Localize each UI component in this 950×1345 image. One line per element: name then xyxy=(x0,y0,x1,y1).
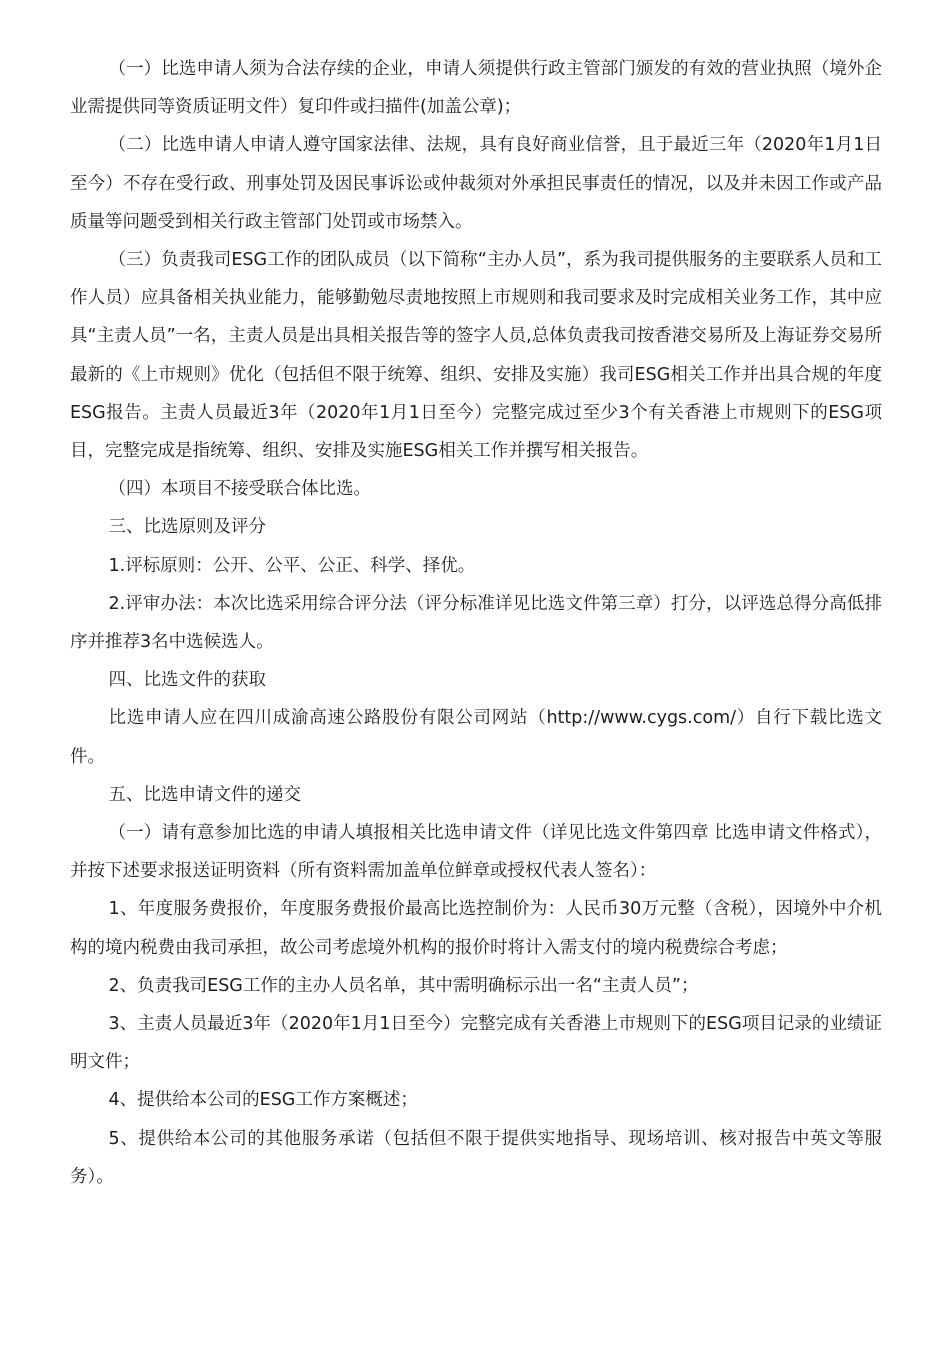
paragraph-evaluation-principle: 1.评标原则：公开、公平、公正、科学、择优。 xyxy=(108,555,476,576)
list-item-service-commitment: 5、提供给本公司的其他服务承诺（包括但不限于提供实地指导、现场培训、核对报告中英文等服务）。 xyxy=(70,1128,882,1187)
paragraph-qualification-3: （三）负责我司ESG工作的团队成员（以下简称“主办人员”，系为我司提供服务的主要联系人员和工作人员）应具备相关执业能力，能够勤勉尽责地按照上市规则和我司要求及时完成相关业务工作，其中应具“主责人员”一名，主责人员是出具相关报告等的签字人员,总体负责我司按香港交易所及上海证券交易所最新的《上市规则》优化（包括但不限于统筹、组织、安排及实施）我司ESG相关工作并出具合规的年度ESG报告。主责人员最近3年（2020年1月1日至今）完整完成过至少3个有关香港上市规则下的ESG项目，完整完成是指统筹、组织、安排及实施ESG相关工作并撰写相关报告。 xyxy=(70,250,882,462)
document-body xyxy=(70,50,882,1196)
section-heading-principles: 三、比选原则及评分 xyxy=(108,517,266,538)
list-item-staff-list: 2、负责我司ESG工作的主办人员名单，其中需明确标示出一名“主责人员”； xyxy=(108,975,699,996)
paragraph-submission-intro: （一）请有意参加比选的申请人填报相关比选申请文件（详见比选文件第四章 比选申请文件格式），并按下述要求报送证明资料（所有资料需加盖单位鲜章或授权代表人签名）： xyxy=(70,823,882,882)
paragraph-qualification-2: （二）比选申请人申请人遵守国家法律、法规，具有良好商业信誉，且于最近三年（2020年1月1日至今）不存在受行政、刑事处罚及因民事诉讼或仲裁须对外承担民事责任的情况，以及并未因工作或产品质量等问题受到相关行政主管部门处罚或市场禁入。 xyxy=(70,135,882,232)
paragraph-qualification-1: （一）比选申请人须为合法存续的企业，申请人须提供行政主管部门颁发的有效的营业执照（境外企业需提供同等资质证明文件）复印件或扫描件(加盖公章)； xyxy=(70,59,882,118)
paragraph-evaluation-method: 2.评审办法：本次比选采用综合评分法（评分标准详见比选文件第三章）打分，以评选总得分高低排序并推荐3名中选候选人。 xyxy=(70,593,882,653)
section-heading-submission: 五、比选申请文件的递交 xyxy=(108,784,301,805)
list-item-work-plan: 4、提供给本公司的ESG工作方案概述； xyxy=(108,1090,418,1111)
section-heading-obtain-documents: 四、比选文件的获取 xyxy=(108,670,266,691)
paragraph-obtain-documents: 比选申请人应在四川成渝高速公路股份有限公司网站（http://www.cygs.com/）自行下载比选文件。 xyxy=(70,708,882,767)
list-item-performance-proof: 3、主责人员最近3年（2020年1月1日至今）完整完成有关香港上市规则下的ESG项目记录的业绩证明文件； xyxy=(70,1014,882,1073)
list-item-fee-quote: 1、年度服务费报价，年度服务费报价最高比选控制价为：人民币30万元整（含税），因境外中介机构的境内税费由我司承担，故公司考虑境外机构的报价时将计入需支付的境内税费综合考虑； xyxy=(70,899,882,958)
paragraph-qualification-4: （四）本项目不接受联合体比选。 xyxy=(108,479,371,500)
